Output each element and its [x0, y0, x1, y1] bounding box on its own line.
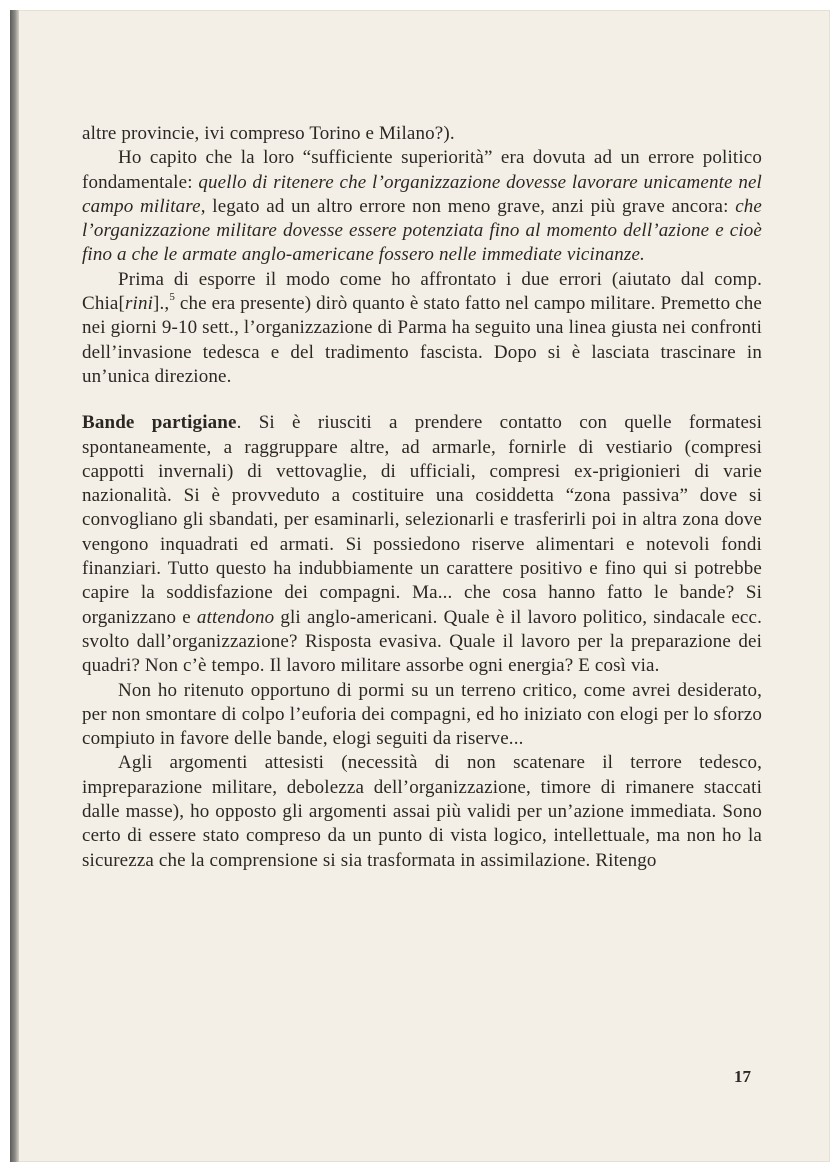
paragraph-2: [82, 146, 762, 267]
paragraph-3-text-b: ].,: [153, 293, 170, 315]
paragraph-3-text-c: che era presente) dirò quanto è stato fatto nel campo militare. Premetto che nei giorni 9-10 sett., l’organizzazione di Parma ha seguito una linea giusta nei confronti dell’invasione tedesca e del tradimento fascista. Dopo si è lasciata trascinare in un’unica direzione.: [82, 293, 762, 387]
paragraph-4: [82, 411, 762, 678]
paragraph-3-italic-a: rini: [124, 293, 154, 315]
paragraph-6: Agli argomenti attesisti (necessità di non scatenare il terrore tedesco, impreparazione militare, debolezza dell’organizzazione, timore di rimanere staccati dalle masse), ho opposto gli argomenti assai più validi per un’azione immediata. Sono certo di essere stato compreso da un punto di vista logico, intellettuale, ma non ho la sicurezza che la comprensione si sia trasformata in assimilazione. Ritengo: [82, 752, 762, 871]
body-text: [82, 122, 762, 873]
paragraph-5: Non ho ritenuto opportuno di pormi su un terreno critico, come avrei desiderato, per non smontare di colpo l’euforia dei compagni, ed ho iniziato con elogi per lo sforzo compiuto in favore delle bande, elogi seguiti da riserve...: [82, 679, 762, 750]
paragraph-4-italic-a: attendono: [196, 606, 275, 628]
page-spine-shadow: [10, 10, 19, 1162]
section-heading-bande-partigiane: Bande partigiane: [82, 412, 237, 434]
paragraph-2-italic-a: quello di ritenere che l’organizzazione dovesse lavorare unicamente nel campo militare: [82, 171, 762, 217]
page-number: 17: [734, 1067, 751, 1086]
paragraph-3: [82, 268, 762, 389]
paragraph-2-text-a: Ho capito che la loro “sufficiente superiorità” era dovuta ad un errore politico fondamentale:: [82, 147, 762, 193]
paragraph-2-italic-b: che l’organizzazione militare dovesse essere potenziata fino al momento dell’azione e cioè fino a che le armate anglo-americane fossero nelle immediate vicinanze.: [82, 195, 763, 266]
paragraph-4-text-a: . Si è riusciti a prendere contatto con quelle formatesi spontaneamente, a raggruppare altre, ad armarle, fornirle di vestiario (compresi cappotti invernali) di vettovaglie, di ufficiali, compresi ex-prigionieri di varie nazionalità. Si è provveduto a costituire una cosiddetta “zona passiva” dove si convogliano gli sbandati, per esaminarli, selezionarli e trasferirli poi in altra zona dove vengono inquadrati ed armati. Si possiedono riserve alimentari e notevoli fondi finanziari. Tutto questo ha indubbiamente un carattere positivo e fino qui si potrebbe capire la soddisfazione dei compagni. Ma... che cosa hanno fatto le bande? Si organizzano e: [82, 412, 762, 628]
footnote-marker: 5: [169, 290, 175, 303]
paragraph-4-text-b: gli anglo-americani. Quale è il lavoro politico, sindacale ecc. svolto dall’organizzazione? Risposta evasiva. Quale il lavoro per la preparazione dei quadri? Non c’è tempo. Il lavoro militare assorbe ogni energia? E così via.: [82, 606, 762, 677]
paragraph-3-text-a: Prima di esporre il modo come ho affrontato i due errori (aiutato dal comp. Chia[: [82, 268, 762, 315]
paragraph-2-text-b: , legato ad un altro errore non meno grave, anzi più grave ancora:: [200, 195, 736, 217]
paragraph-1: altre provincie, ivi compreso Torino e Milano?).: [82, 123, 455, 144]
book-page: [10, 10, 830, 1162]
